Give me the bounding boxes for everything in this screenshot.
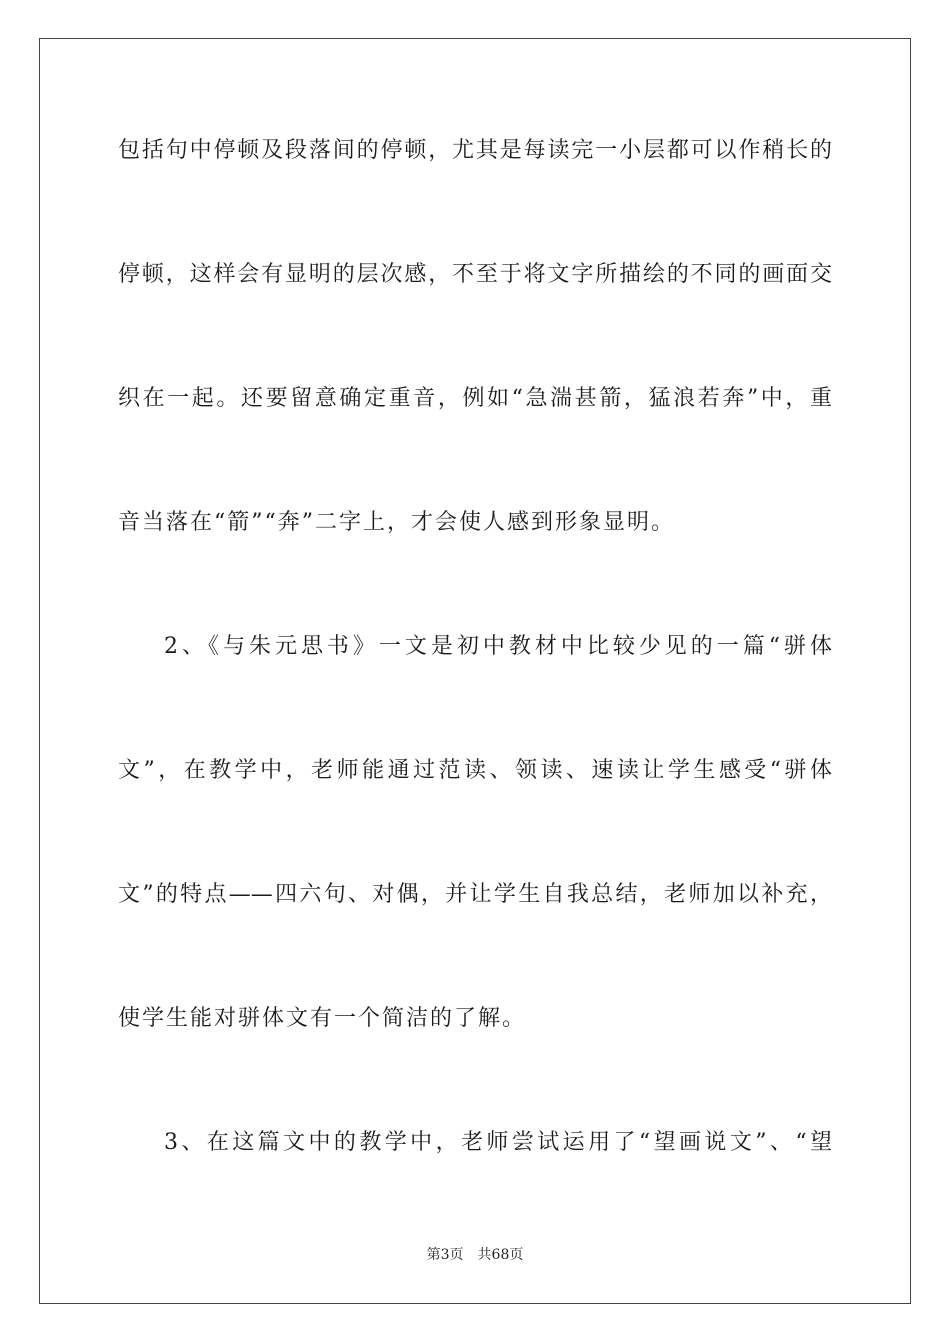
text-line-7: 文”的特点——四六句、对偶，并让学生自我总结，老师加以补充，	[118, 882, 832, 907]
text-line-3: 织在一起。还要留意确定重音，例如“急湍甚箭，猛浪若奔”中，重	[118, 386, 832, 411]
text-line-6: 文”，在教学中，老师能通过范读、领读、速读让学生感受“骈体	[118, 758, 832, 783]
text-line-2: 停顿，这样会有显明的层次感，不至于将文字所描绘的不同的画面交	[118, 262, 832, 287]
text-line-4: 音当落在“箭”“奔”二字上，才会使人感到形象显明。	[118, 510, 675, 535]
text-line-5: 2、《与朱元思书》一文是初中教材中比较少见的一篇“骈体	[164, 634, 832, 659]
page-total: 共68页	[477, 1247, 524, 1263]
page-footer	[0, 1246, 950, 1264]
page-border	[39, 38, 911, 1304]
page-number: 第3页	[426, 1247, 464, 1263]
text-line-9: 3、在这篇文中的教学中，老师尝试运用了“望画说文”、“望	[164, 1130, 832, 1155]
text-line-8: 使学生能对骈体文有一个简洁的了解。	[118, 1006, 527, 1031]
text-line-1: 包括句中停顿及段落间的停顿，尤其是每读完一小层都可以作稍长的	[118, 138, 832, 163]
